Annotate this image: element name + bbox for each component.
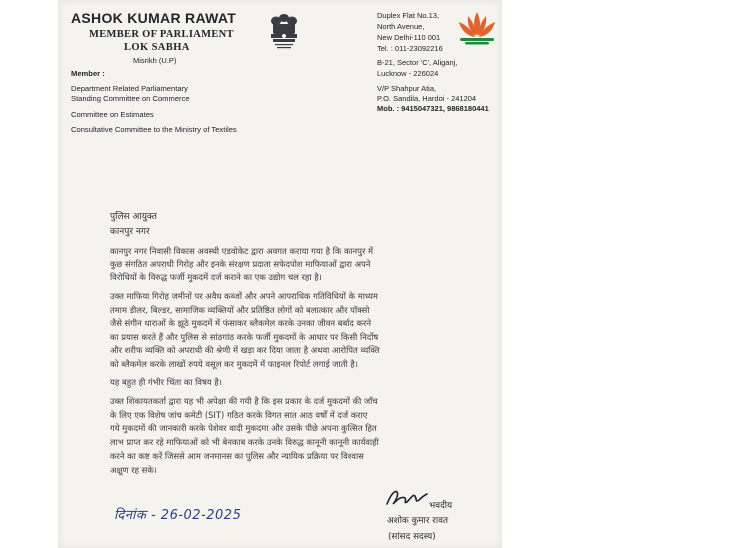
body-line: यह बहुत ही गंभीर चिंता का विषय है। — [110, 377, 222, 387]
member-label: Member : — [71, 69, 105, 78]
body-line: के लिए एक विशेष जांच कमेटी (SIT) गठित करके विगत सात आठ वर्षों में दर्ज कराए — [110, 410, 368, 420]
body-line: लाभ प्राप्त कर रहे माफियाओं को भी बेनकाब करके उनके विरुद्ध कानूनी कानूनी कार्यवाही — [110, 437, 379, 447]
body-line: जैसे संगीन धाराओं के झूठे मुकदमें में फंसाकर ब्लैकमेल करके उनका जीवन बर्बाद करने — [110, 318, 372, 328]
address-line: Tel. : 011-23092216 — [377, 44, 443, 53]
mp-title: MEMBER OF PARLIAMENT — [89, 29, 234, 40]
body-line: तमाम डीलर, बिल्डर, सामाजिक व्यक्तियों और प्रतिष्ठित लोगों को बलात्कार और पॉक्सो — [110, 305, 370, 315]
body-line: को ब्लैकमेल करके लाखों रुपये वसूल कर मुकदमें में फाइनल रिपोर्ट लगाई जाती है। — [110, 359, 358, 369]
recipient-line: पुलिस आयुक्त — [110, 212, 157, 222]
body-line: गये मुकदमों की जानकारी करके पेशेवर वादी मुकदमा और उसके पीछे अपना कुत्सित हित — [110, 423, 377, 433]
national-emblem-icon — [267, 12, 301, 64]
signatory-name: अशोक कुमार रावत — [387, 516, 449, 526]
closing: भवदीय — [429, 501, 453, 511]
committee-line: Department Related Parliamentary — [71, 84, 188, 93]
address-line: Mob. : 9415047321, 9868180441 — [377, 104, 489, 113]
committee-line: Standing Committee on Commerce — [71, 94, 190, 103]
committee-line: Committee on Estimates — [71, 110, 154, 119]
recipient-line: कानपुर नगर — [110, 227, 150, 237]
house-name: LOK SABHA — [124, 42, 190, 53]
body-line: अक्षुण रह सके। — [110, 465, 157, 475]
address-line: New Delhi-110 001 — [377, 33, 441, 42]
body-line: कुछ संगठित अपराधी गिरोह और इनके संरक्षण प्रदाता सफेदपोश माफियाओं द्वारा अपने — [110, 259, 371, 269]
body-line: का प्रयास करते हैं और पुलिस से सांठगांठ करके फर्जी मुकदमों के आधार पर किसी निर्दोष — [110, 332, 379, 342]
mp-name: ASHOK KUMAR RAWAT — [71, 10, 237, 26]
address-line: B-21, Sector 'C', Aliganj, — [377, 58, 458, 67]
body-line: विरोधियों के विरुद्ध फर्जी मुकदमें दर्ज कराने का एक उद्योग चल रहा है। — [110, 272, 322, 282]
address-line: Lucknow - 226024 — [377, 69, 439, 78]
address-line: North Avenue, — [377, 22, 425, 31]
body-line: करने का कष्ट करें जिससे आम जनमानस का पुलिस और न्यायिक प्रक्रिया पर विश्वास — [110, 451, 364, 461]
body-line: उक्त माफिया गिरोह जमीनों पर अवैध कब्जों और अपने आपराधिक गतिविधियों के माध्यम — [110, 291, 378, 301]
address-line: P.O. Sandila, Hardoi - 241204 — [377, 94, 477, 103]
committee-line: Consultative Committee to the Ministry of Textiles — [71, 125, 237, 134]
address-line: V/P Shahpur Atia, — [377, 84, 437, 93]
lotus-logo-icon — [456, 10, 498, 46]
date-text: दिनांक - 26-02-2025 — [114, 508, 242, 523]
body-line: और शरीफ व्यक्ति को अपराधी की श्रेणी में खड़ा कर दिया जाता है अथवा आरोपित व्यक्ति — [110, 345, 380, 355]
constituency: Misrikh (U.P) — [133, 56, 177, 65]
body-line: उक्त शिकायतकर्ता द्वारा यह भी अपेक्षा की गयी है कि इस प्रकार के दर्ज मुकदमों की जाँच — [110, 396, 378, 406]
letter-page — [58, 0, 502, 548]
address-line: Duplex Flat No.13, — [377, 11, 440, 20]
signature-scribble — [385, 486, 429, 510]
body-line: कानपुर नगर निवासी विकास अवस्थी एडवोकेट द्वारा अवगत कराया गया है कि कानपुर में — [110, 246, 374, 256]
signatory-designation: (सांसद सदस्य) — [388, 532, 436, 542]
